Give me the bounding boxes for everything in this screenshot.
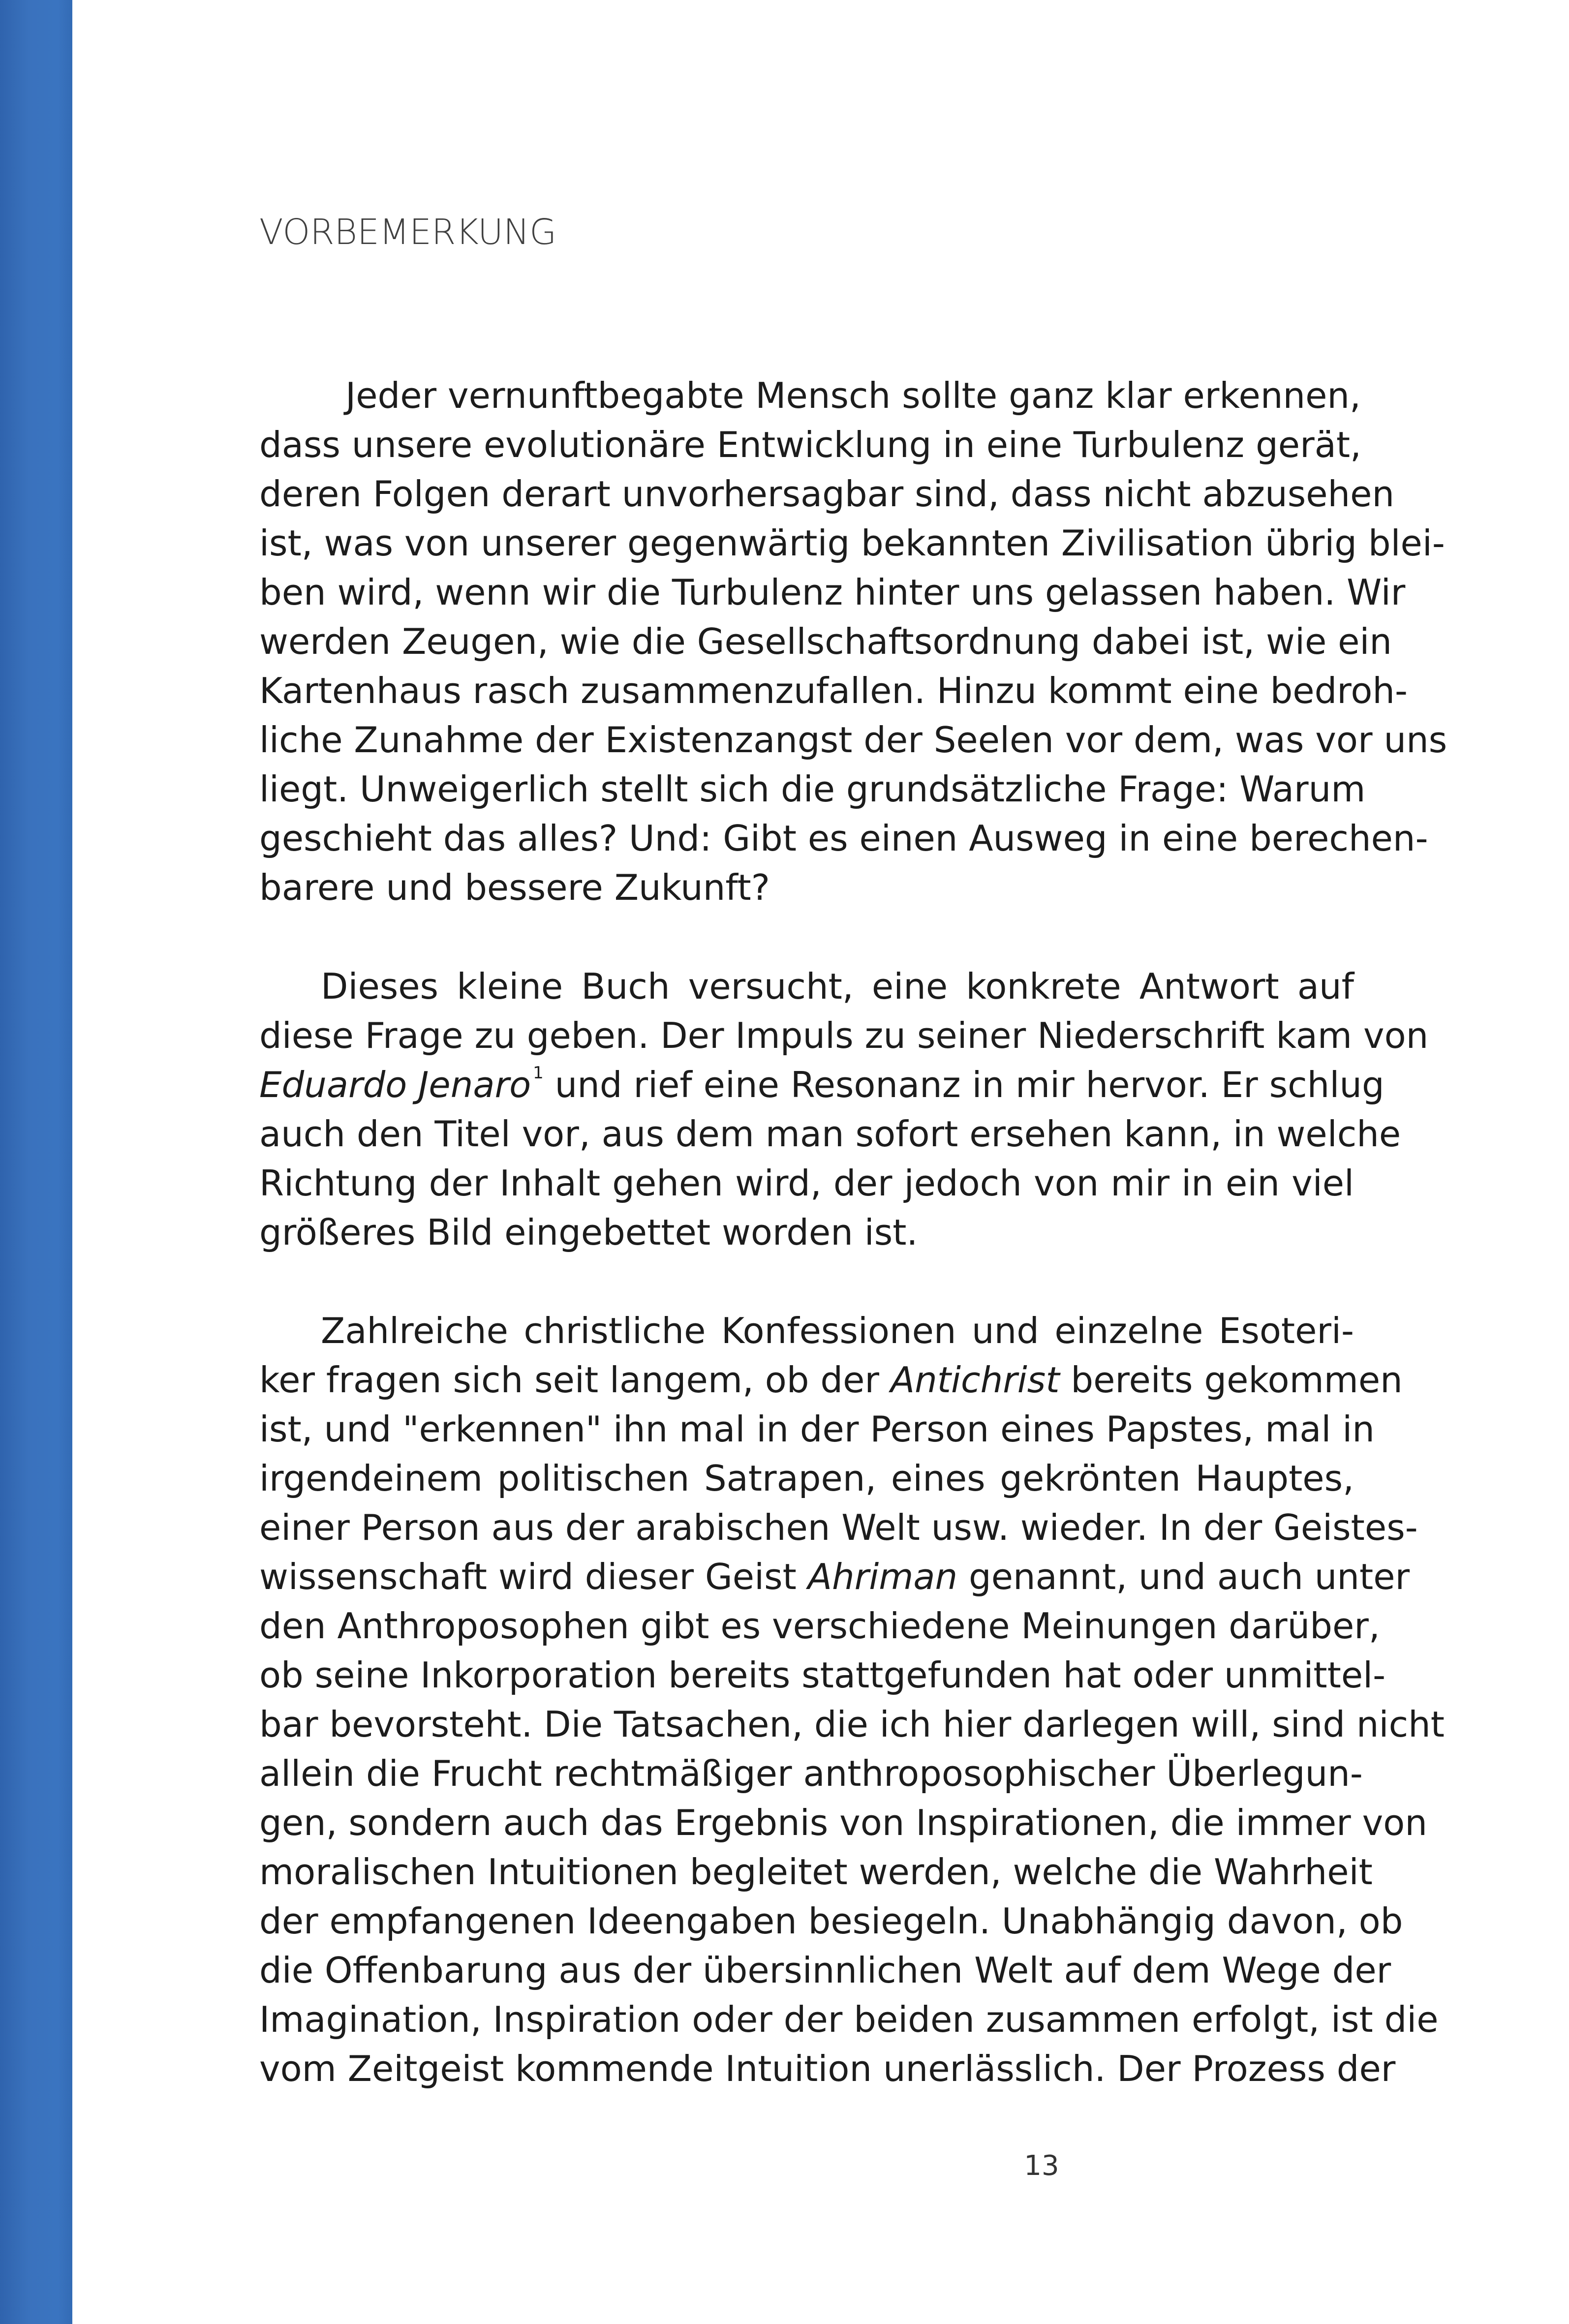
text-line — [259, 1355, 1403, 1405]
line-segment: und rief eine Resonanz in mir hervor. Er schlug — [543, 1064, 1384, 1105]
text-line: Richtung der Inhalt gehen wird, der jedoch von mir in ein viel — [259, 1162, 1354, 1204]
line-segment: genannt, und auch unter — [957, 1556, 1410, 1597]
line-segment: wissenschaft wird dieser Geist — [259, 1556, 808, 1597]
paragraph-2 — [259, 962, 1429, 1257]
text-line: ist, was von unserer gegenwärtig bekannten Zivilisation übrig blei- — [259, 522, 1445, 564]
text-line — [259, 1552, 1410, 1601]
page-heading: VORBEMERKUNG — [259, 212, 557, 252]
text-line: Zahlreiche christliche Konfessionen und einzelne Esoteri- — [321, 1310, 1354, 1351]
text-line: diese Frage zu geben. Der Impuls zu seiner Niederschrift kam von — [259, 1015, 1429, 1056]
text-line: barere und bessere Zukunft? — [259, 867, 770, 908]
book-spine-edge — [0, 0, 72, 2324]
text-line: irgendeinem politischen Satrapen, eines gekrönten Hauptes, — [259, 1458, 1354, 1499]
author-name: Eduardo Jenaro — [259, 1064, 531, 1105]
text-line: der empfangenen Ideengaben besiegeln. Unabhängig davon, ob — [259, 1900, 1403, 1942]
text-line: größeres Bild eingebettet worden ist. — [259, 1212, 918, 1253]
text-line: ben wird, wenn wir die Turbulenz hinter uns gelassen haben. Wir — [259, 572, 1406, 613]
text-line: Kartenhaus rasch zusammenzufallen. Hinzu kommt eine bedroh- — [259, 670, 1408, 711]
text-line: Imagination, Inspiration oder der beiden zusammen erfolgt, ist die — [259, 1999, 1439, 2040]
text-line: einer Person aus der arabischen Welt usw. wieder. In der Geistes- — [259, 1507, 1418, 1548]
text-line: liche Zunahme der Existenzangst der Seelen vor dem, was vor uns — [259, 719, 1447, 761]
line-segment: ker fragen sich seit langem, ob der — [259, 1359, 891, 1401]
page-number: 13 — [1024, 2150, 1059, 2182]
text-line: Dieses kleine Buch versucht, eine konkrete Antwort auf — [321, 966, 1354, 1007]
italic-term: Ahriman — [807, 1556, 958, 1597]
text-line: die Offenbarung aus der übersinnlichen Welt auf dem Wege der — [259, 1950, 1391, 1991]
text-line: werden Zeugen, wie die Gesellschaftsordnung dabei ist, wie ein — [259, 621, 1392, 662]
text-line: vom Zeitgeist kommende Intuition unerlässlich. Der Prozess der — [259, 2048, 1396, 2089]
text-line: ist, und "erkennen" ihn mal in der Person eines Papstes, mal in — [259, 1408, 1375, 1450]
text-line: geschieht das alles? Und: Gibt es einen Ausweg in eine berechen- — [259, 818, 1428, 859]
text-line: deren Folgen derart unvorhersagbar sind, dass nicht abzusehen — [259, 473, 1395, 515]
text-line: allein die Frucht rechtmäßiger anthroposophischer Überlegun- — [259, 1753, 1363, 1794]
text-line: liegt. Unweigerlich stellt sich die grundsätzliche Frage: Warum — [259, 768, 1366, 810]
text-line — [259, 1060, 1384, 1109]
text-line: Jeder vernunftbegabte Mensch sollte ganz klar erkennen, — [345, 375, 1361, 416]
text-line: bar bevorsteht. Die Tatsachen, die ich hier darlegen will, sind nicht — [259, 1704, 1445, 1745]
footnote-marker[interactable]: 1 — [533, 1063, 544, 1083]
italic-term: Antichrist — [890, 1359, 1060, 1401]
text-line: auch den Titel vor, aus dem man sofort ersehen kann, in welche — [259, 1113, 1401, 1155]
text-line: gen, sondern auch das Ergebnis von Inspirationen, die immer von — [259, 1802, 1427, 1843]
text-line: moralischen Intuitionen begleitet werden, welche die Wahrheit — [259, 1851, 1373, 1893]
text-line: den Anthroposophen gibt es verschiedene Meinungen darüber, — [259, 1605, 1380, 1647]
text-line: dass unsere evolutionäre Entwicklung in eine Turbulenz gerät, — [259, 424, 1361, 465]
text-line: ob seine Inkorporation bereits stattgefunden hat oder unmittel- — [259, 1654, 1386, 1696]
line-segment: bereits gekommen — [1059, 1359, 1403, 1401]
paragraph-1 — [259, 371, 1447, 912]
paragraph-3 — [259, 1306, 1445, 2093]
